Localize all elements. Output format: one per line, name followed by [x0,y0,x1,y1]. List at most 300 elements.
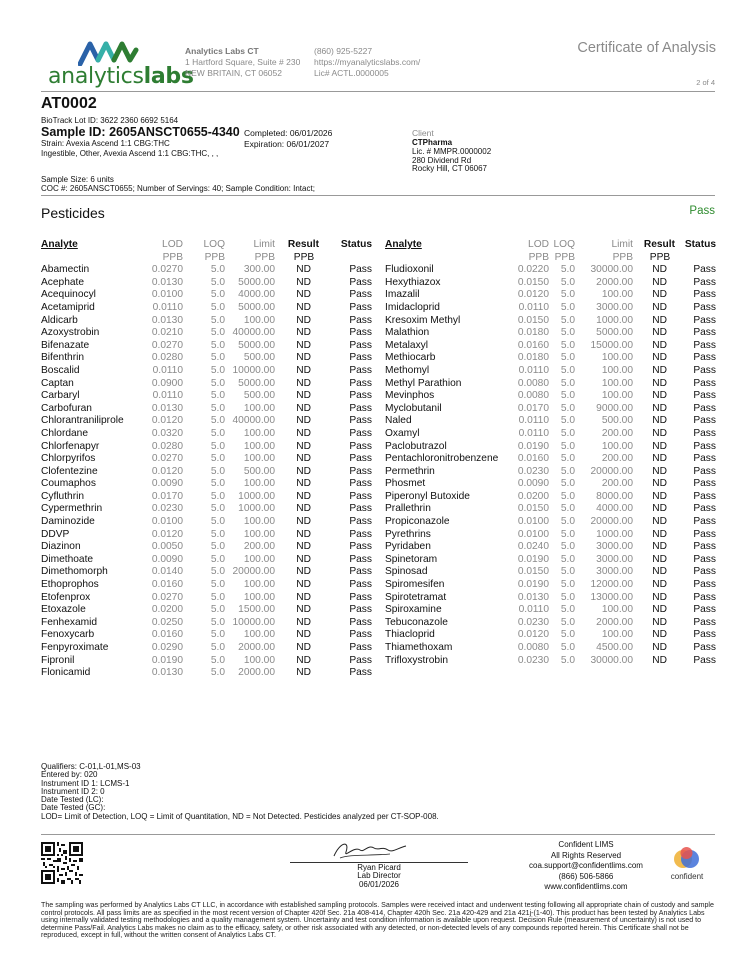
limit-value: 9000.00 [596,402,633,414]
limit-value: 100.00 [601,390,633,402]
analyte-name: Imidacloprid [385,301,440,313]
table-row [41,289,372,302]
lod-value: 0.0100 [151,516,183,528]
analyte-name: Chlordane [41,427,89,439]
lab-address-block [185,46,300,79]
loq-value: 5.0 [560,327,575,339]
loq-value: 5.0 [560,264,575,276]
table-row [41,642,372,655]
table-row [41,277,372,290]
result-value: ND [296,402,311,414]
result-value: ND [296,478,311,490]
loq-value: 5.0 [560,402,575,414]
analyte-name: Pyridaben [385,541,431,553]
col-status: Status [340,239,372,250]
table-row [41,579,372,592]
lod-value: 0.0130 [151,402,183,414]
lod-value: 0.0110 [518,301,549,313]
lod-value: 0.0270 [151,591,183,603]
result-value: ND [296,629,311,641]
status-value: Pass [693,377,716,389]
status-value: Pass [693,579,716,591]
result-value: ND [296,528,311,540]
table-row [41,667,372,680]
limit-value: 12000.00 [590,579,633,591]
limit-value: 200.00 [601,478,633,490]
status-value: Pass [349,339,372,351]
table-row [385,529,716,542]
unit-loq: PPB [554,251,575,263]
result-value: ND [296,314,311,326]
analyte-name: Metalaxyl [385,339,429,351]
limit-value: 3000.00 [596,553,633,565]
status-value: Pass [693,629,716,641]
result-value: ND [652,604,667,616]
loq-value: 5.0 [560,654,575,666]
lod-value: 0.0120 [151,528,183,540]
table-row [41,629,372,642]
result-value: ND [296,301,311,313]
limit-value: 4500.00 [596,642,633,653]
limit-value: 100.00 [243,453,275,465]
lod-value: 0.0160 [151,579,183,591]
table-row [41,390,372,403]
loq-value: 5.0 [210,528,225,540]
col-loq: LOQ [203,239,225,250]
loq-value: 5.0 [210,516,225,528]
table-row [385,655,716,668]
signature-image [330,838,410,862]
analyte-name: Fenoxycarb [41,629,95,641]
table-row [41,617,372,630]
table-row [385,592,716,605]
status-value: Pass [349,453,372,465]
result-value: ND [652,553,667,565]
loq-value: 5.0 [560,478,575,490]
limit-value: 100.00 [243,591,275,603]
lod-value: 0.0190 [517,579,549,591]
analyte-name: Spiroxamine [385,604,442,616]
lod-value: 0.0180 [517,352,549,364]
client-name: CTPharma [412,138,453,147]
table-row [385,579,716,592]
analyte-name: Malathion [385,327,430,339]
loq-value: 5.0 [560,465,575,477]
analyte-name: Dimethoate [41,553,94,565]
analyte-name: Oxamyl [385,427,420,439]
completed-date: Completed: 06/01/2026 [244,128,333,138]
analyte-name: Methiocarb [385,352,436,364]
analyte-name: DDVP [41,528,70,540]
limit-value: 100.00 [601,352,633,364]
result-value: ND [296,377,311,389]
lod-value: 0.0100 [517,528,549,540]
table-row [385,277,716,290]
result-value: ND [652,402,667,414]
unit-result: PPB [293,251,315,263]
status-value: Pass [349,364,372,376]
loq-value: 5.0 [210,667,225,679]
result-value: ND [652,642,667,653]
status-value: Pass [349,490,372,502]
limit-value: 8000.00 [596,490,633,502]
limit-value: 2000.00 [596,616,633,628]
loq-value: 5.0 [560,339,575,351]
status-value: Pass [693,465,716,477]
qr-code-icon[interactable] [41,842,83,884]
loq-value: 5.0 [210,616,225,628]
analyte-name: Acetamiprid [41,301,95,313]
result-value: ND [652,377,667,389]
client-block [412,128,491,174]
limit-value: 100.00 [243,402,275,414]
loq-value: 5.0 [210,642,225,653]
status-value: Pass [693,616,716,628]
lod-value: 0.0110 [518,427,549,439]
lims-rights: All Rights Reserved [550,850,622,860]
loq-value: 5.0 [210,352,225,364]
signer-name: Ryan Picard [357,863,401,872]
analyte-name: Hexythiazox [385,276,441,288]
analyte-name: Carbaryl [41,390,80,402]
result-value: ND [652,314,667,326]
table-row [385,365,716,378]
loq-value: 5.0 [210,276,225,288]
status-value: Pass [349,654,372,666]
limit-value: 5000.00 [596,327,633,339]
pesticides-right-body [385,264,716,667]
date-tested-gc: Date Tested (GC): [41,803,106,813]
limit-value: 4000.00 [238,289,275,301]
analyte-name: Methyl Parathion [385,377,462,389]
table-row [385,604,716,617]
loq-value: 5.0 [210,390,225,402]
lims-website-link[interactable]: www.confidentlims.com [544,882,628,892]
lod-value: 0.0110 [152,301,183,313]
table-row [385,441,716,454]
lims-block [520,840,652,893]
document-title: Certificate of Analysis [577,40,716,56]
analyte-name: Paclobutrazol [385,440,447,452]
result-value: ND [296,516,311,528]
table-row [385,478,716,491]
lod-value: 0.0270 [151,339,183,351]
loq-value: 5.0 [560,427,575,439]
pesticides-left-body [41,264,372,680]
status-value: Pass [693,516,716,528]
table-row [385,566,716,579]
result-value: ND [652,465,667,477]
lod-value: 0.0110 [152,364,183,376]
status-value: Pass [693,364,716,376]
status-value: Pass [349,327,372,339]
loq-value: 5.0 [560,516,575,528]
analyte-name: Mevinphos [385,390,435,402]
table-row [385,516,716,529]
result-value: ND [652,579,667,591]
limit-value: 1000.00 [238,503,275,515]
entered-by: Entered by: 020 [41,770,98,780]
result-value: ND [652,541,667,553]
limit-value: 100.00 [243,579,275,591]
lod-value: 0.0180 [517,327,549,339]
lod-value: 0.0080 [517,642,549,653]
analyte-name: Fipronil [41,654,75,666]
pesticides-table-right [385,239,716,667]
table-row [385,491,716,504]
status-value: Pass [693,642,716,653]
limit-value: 5000.00 [238,339,275,351]
status-value: Pass [693,402,716,414]
limit-value: 1000.00 [596,314,633,326]
loq-value: 5.0 [210,327,225,339]
loq-value: 5.0 [210,591,225,603]
status-value: Pass [693,453,716,465]
result-value: ND [652,453,667,465]
limit-value: 100.00 [243,553,275,565]
status-value: Pass [693,528,716,540]
table-row [385,415,716,428]
result-value: ND [296,667,311,679]
lab-address-line2: NEW BRITAIN, CT 06052 [185,68,282,78]
status-value: Pass [349,390,372,402]
lod-value: 0.0110 [518,604,549,616]
table-row [41,340,372,353]
loq-value: 5.0 [210,427,225,439]
loq-value: 5.0 [210,566,225,578]
limit-value: 100.00 [243,440,275,452]
limit-value: 200.00 [243,541,275,553]
instrument-1: Instrument ID 1: LCMS-1 [41,778,130,788]
analyte-name: Daminozide [41,516,95,528]
limit-value: 100.00 [601,629,633,641]
analyte-name: Coumaphos [41,478,96,490]
status-value: Pass [693,327,716,339]
table-row [385,378,716,391]
client-license: Lic. # MMPR.0000002 [412,146,492,156]
analyte-name: Cypermethrin [41,503,103,515]
status-value: Pass [693,566,716,578]
result-value: ND [652,327,667,339]
status-value: Pass [349,289,372,301]
table-row [385,315,716,328]
result-value: ND [296,264,311,276]
table-row [41,466,372,479]
lod-value: 0.0270 [151,453,183,465]
status-value: Pass [349,352,372,364]
lod-value: 0.0130 [517,591,549,603]
lod-value: 0.0220 [517,264,549,276]
strain: Strain: Avexia Ascend 1:1 CBG:THC [41,139,170,148]
table-row [385,327,716,340]
result-value: ND [652,339,667,351]
table-row [385,352,716,365]
col-loq: LOQ [553,239,575,250]
result-value: ND [296,276,311,288]
lod-value: 0.0050 [151,541,183,553]
analyte-name: Imazalil [385,289,420,301]
lod-value: 0.0190 [151,654,183,666]
confident-logo-icon [664,846,710,872]
abbreviation-legend: LOD= Limit of Detection, LOQ = Limit of Quantitation, ND = Not Detected. Pesticides analyzed per CT-SOP-008. [41,811,439,821]
status-value: Pass [693,301,716,313]
analyte-name: Propiconazole [385,516,450,528]
loq-value: 5.0 [560,289,575,301]
limit-value: 20000.00 [232,566,275,578]
loq-value: 5.0 [210,553,225,565]
result-value: ND [296,490,311,502]
analyte-name: Diazinon [41,541,81,553]
sample-code: AT0002 [41,95,97,112]
analyte-name: Abamectin [41,264,90,276]
limit-value: 200.00 [601,453,633,465]
result-value: ND [296,604,311,616]
lod-value: 0.0280 [151,440,183,452]
analyte-name: Pyrethrins [385,528,431,540]
lod-value: 0.0090 [517,478,549,490]
limit-value: 40000.00 [232,415,275,427]
loq-value: 5.0 [210,440,225,452]
client-street: 280 Dividend Rd [412,155,472,165]
loq-value: 5.0 [210,364,225,376]
lod-value: 0.0230 [517,654,549,666]
lod-value: 0.0900 [151,377,183,389]
date-info [244,128,332,150]
analyte-name: Pentachloronitrobenzene [385,453,499,465]
limit-value: 5000.00 [238,301,275,313]
status-value: Pass [349,591,372,603]
analyte-name: Fenhexamid [41,616,98,628]
section-title: Pesticides [41,205,105,221]
status-value: Pass [349,667,372,679]
limit-value: 10000.00 [232,364,275,376]
table-row [41,352,372,365]
lod-value: 0.0230 [151,503,183,515]
limit-value: 30000.00 [590,264,633,276]
limit-value: 500.00 [243,465,275,477]
result-value: ND [652,415,667,427]
lab-website-link[interactable]: https://myanalyticslabs.com/ [314,57,421,67]
section-divider [41,195,715,196]
table-row [41,503,372,516]
lims-email-link[interactable]: coa.support@confidentlims.com [529,861,643,871]
lod-value: 0.0120 [151,415,183,427]
loq-value: 5.0 [560,553,575,565]
lod-value: 0.0280 [151,352,183,364]
analyte-name: Chlorantraniliprole [41,415,124,427]
result-value: ND [652,390,667,402]
table-row [41,592,372,605]
loq-value: 5.0 [560,364,575,376]
lod-value: 0.0120 [517,289,549,301]
status-value: Pass [349,553,372,565]
result-value: ND [652,264,667,276]
limit-value: 10000.00 [232,616,275,628]
unit-lod: PPB [162,251,183,263]
analyte-name: Chlorpyrifos [41,453,96,465]
lod-value: 0.0080 [517,377,549,389]
analyte-name: Ethoprophos [41,579,99,591]
page-number: 2 of 4 [696,78,715,87]
analyte-name: Aldicarb [41,314,78,326]
status-value: Pass [349,440,372,452]
result-value: ND [296,591,311,603]
table-row [41,327,372,340]
analyte-name: Carbofuran [41,402,92,414]
status-value: Pass [349,516,372,528]
loq-value: 5.0 [210,503,225,515]
lod-value: 0.0110 [152,390,183,402]
limit-value: 500.00 [601,415,633,427]
limit-value: 100.00 [601,440,633,452]
limit-value: 40000.00 [232,327,275,339]
table-row [385,541,716,554]
analyte-name: Spirotetramat [385,591,447,603]
loq-value: 5.0 [560,314,575,326]
units-row [385,252,716,265]
status-value: Pass [693,490,716,502]
analyte-name: Kresoxim Methyl [385,314,461,326]
unit-lod: PPB [528,251,549,263]
status-value: Pass [693,390,716,402]
analyte-name: Boscalid [41,364,80,376]
lod-value: 0.0230 [517,616,549,628]
analyte-name: Trifloxystrobin [385,654,449,666]
limit-value: 1500.00 [238,604,275,616]
footer-divider [41,834,715,835]
signer-block [290,864,468,889]
loq-value: 5.0 [560,415,575,427]
limit-value: 2000.00 [238,667,275,679]
table-row [385,554,716,567]
table-row [41,264,372,277]
status-value: Pass [349,377,372,389]
table-row [41,365,372,378]
lod-value: 0.0150 [517,276,549,288]
result-value: ND [296,465,311,477]
lod-value: 0.0190 [517,553,549,565]
analyte-name: Cyfluthrin [41,490,85,502]
loq-value: 5.0 [560,390,575,402]
result-value: ND [296,503,311,515]
status-value: Pass [693,654,716,666]
status-value: Pass [693,427,716,439]
analytics-labs-logo-text: analyticslabs [48,64,194,89]
analyte-name: Thiacloprid [385,629,435,641]
status-value: Pass [349,314,372,326]
table-row [385,289,716,302]
analyte-name: Tebuconazole [385,616,448,628]
analyte-name: Prallethrin [385,503,431,515]
loq-value: 5.0 [560,453,575,465]
lod-value: 0.0130 [151,276,183,288]
table-header-row [41,239,372,252]
result-value: ND [296,415,311,427]
loq-value: 5.0 [210,604,225,616]
limit-value: 13000.00 [590,591,633,603]
sample-size: Sample Size: 6 units [41,175,114,184]
lims-name: Confident LIMS [558,840,614,849]
sample-id: Sample ID: 2605ANSCT0655-4340 [41,125,240,139]
analyte-name: Acequinocyl [41,289,96,301]
loq-value: 5.0 [560,642,575,653]
analyte-name: Clofentezine [41,465,98,477]
result-value: ND [652,503,667,515]
table-row [41,428,372,441]
result-value: ND [296,427,311,439]
table-row [41,478,372,491]
status-value: Pass [693,415,716,427]
